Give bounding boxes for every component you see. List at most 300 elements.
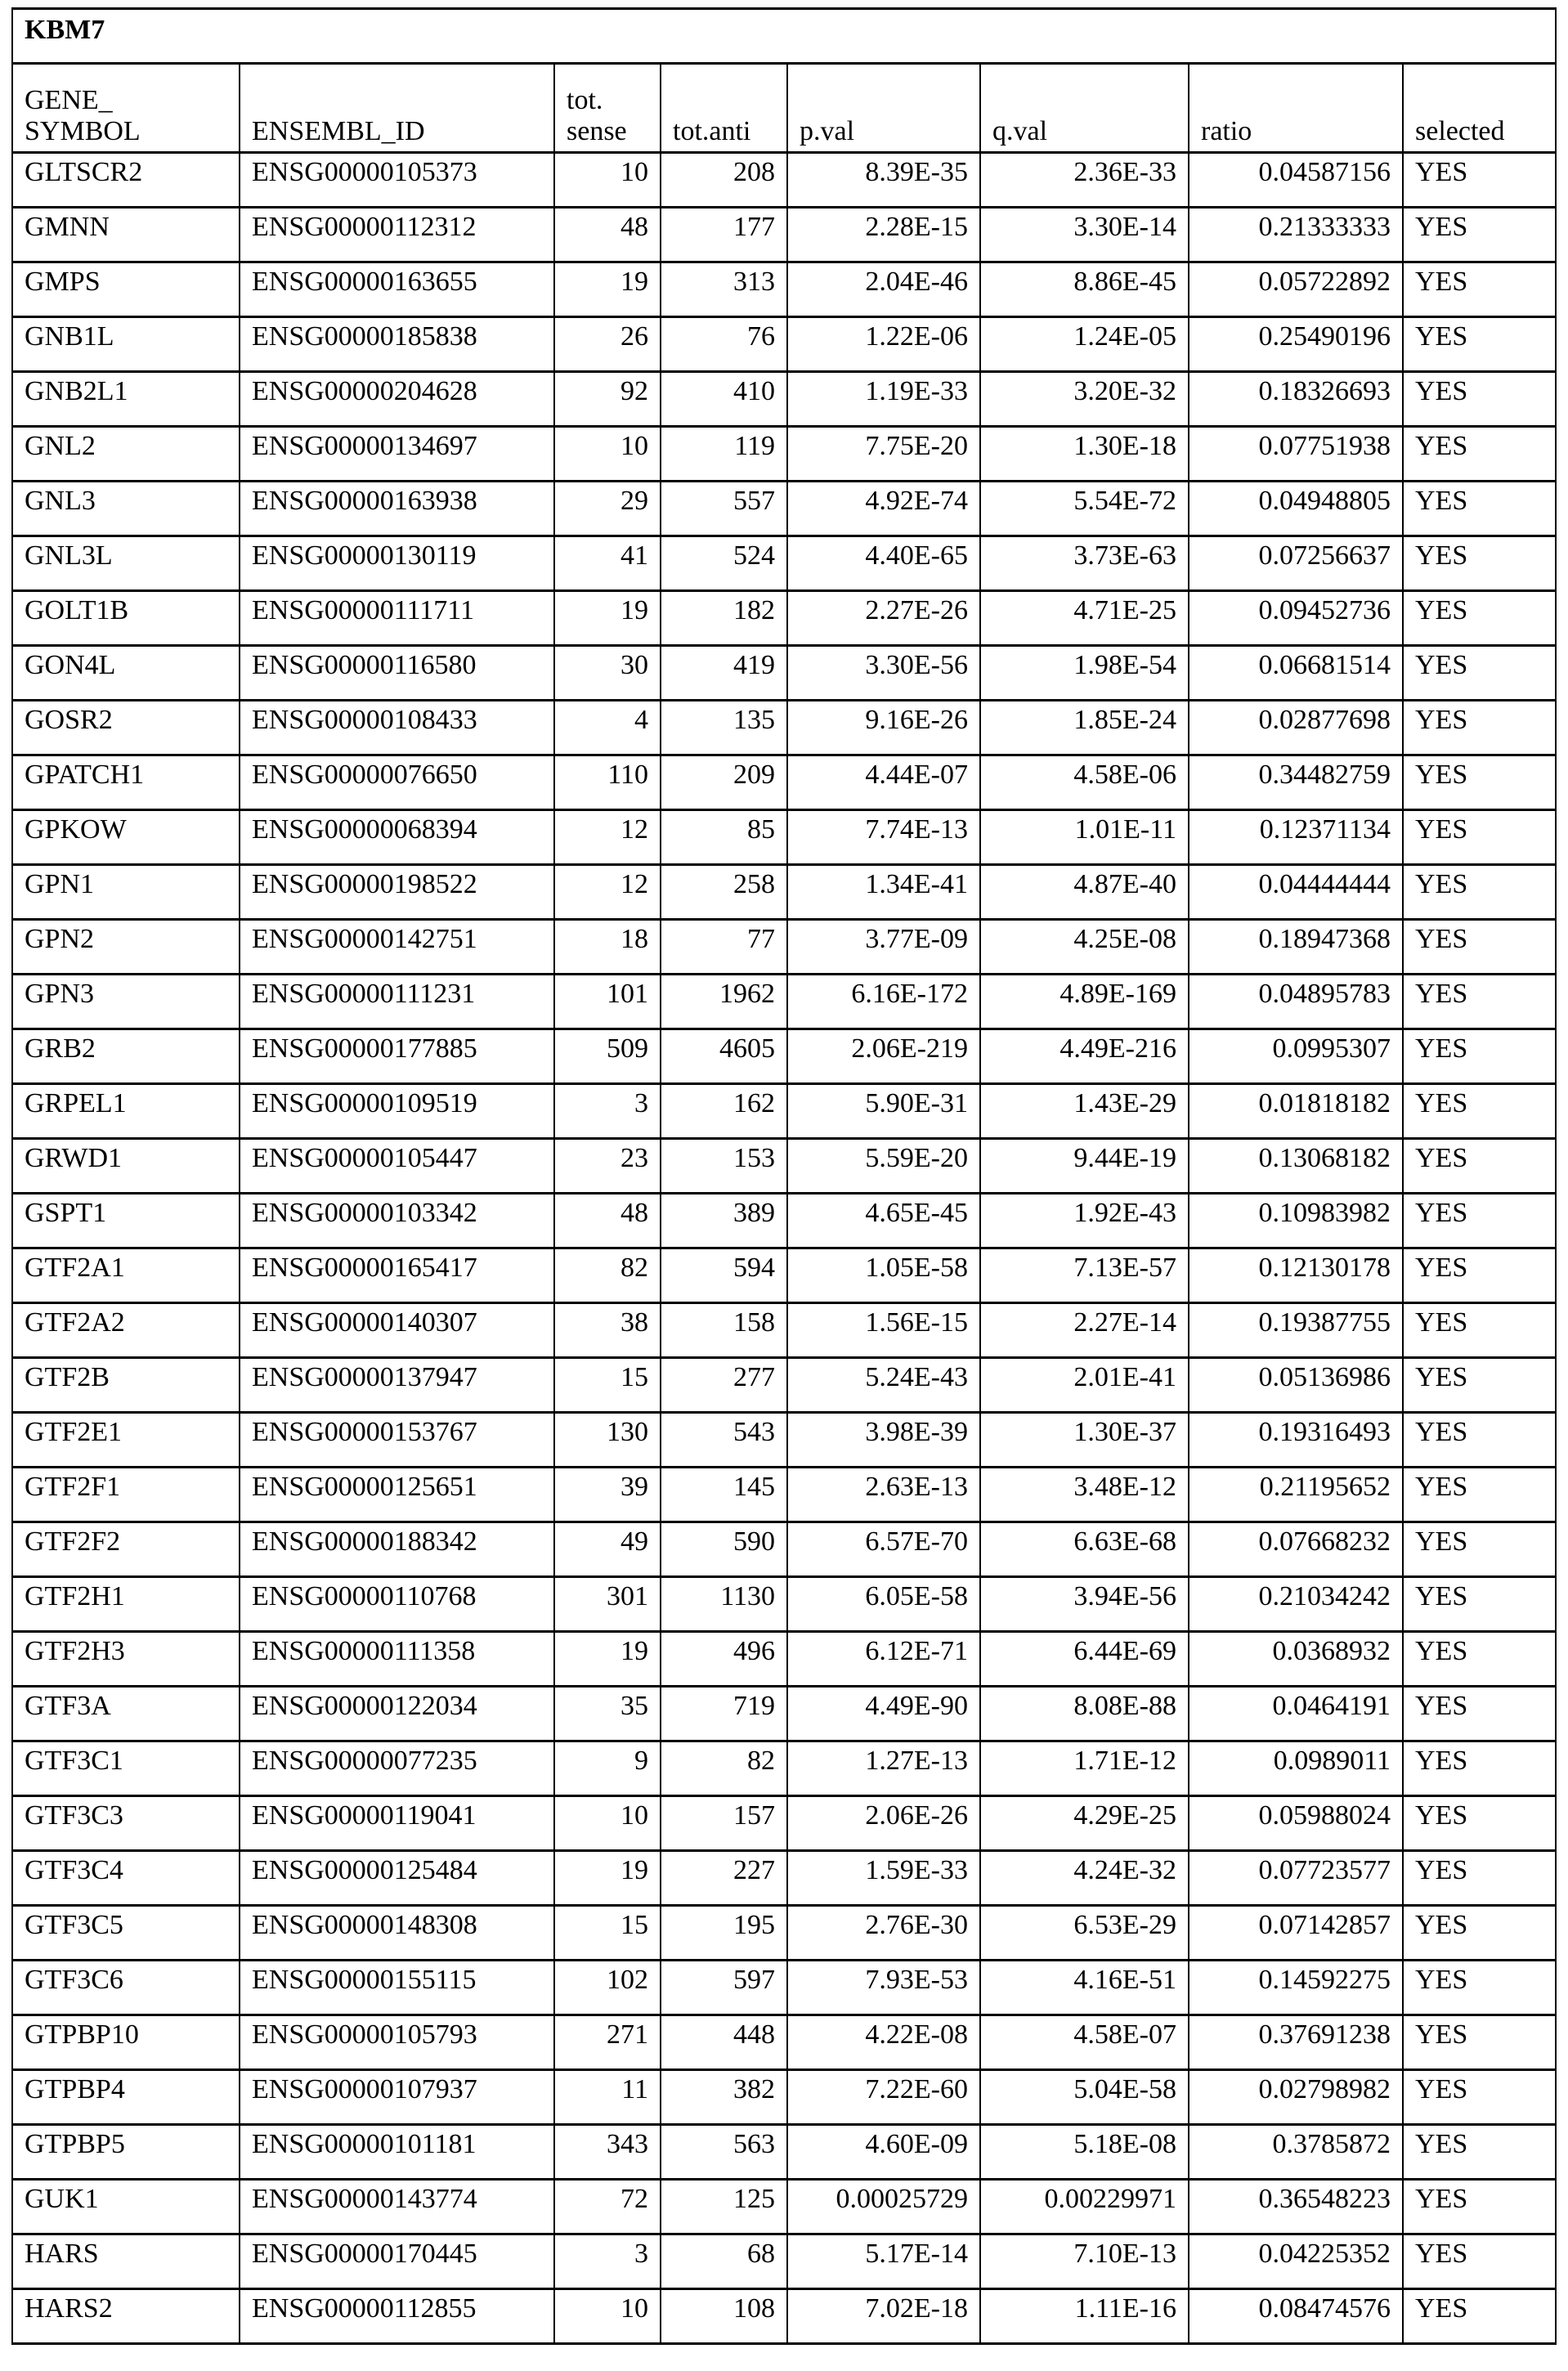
table-row (12, 536, 1556, 591)
cell-q-val: 7.13E-57 (980, 1248, 1189, 1303)
cell-selected: YES (1403, 2289, 1556, 2344)
cell-ensembl-id: ENSG00000077235 (240, 1741, 554, 1796)
table-row (12, 1468, 1556, 1522)
cell-p-val: 7.02E-18 (787, 2289, 980, 2344)
table-row (12, 1961, 1556, 2015)
cell-gene-symbol: GNB1L (12, 317, 240, 372)
cell-ensembl-id: ENSG00000122034 (240, 1687, 554, 1741)
cell-selected: YES (1403, 1687, 1556, 1741)
cell-p-val: 1.22E-06 (787, 317, 980, 372)
cell-p-val: 6.57E-70 (787, 1522, 980, 1577)
column-header-ratio: ratio (1189, 64, 1403, 153)
cell-tot-anti: 594 (661, 1248, 787, 1303)
cell-tot-anti: 313 (661, 262, 787, 317)
cell-tot-anti: 82 (661, 1741, 787, 1796)
cell-ratio: 0.07723577 (1189, 1851, 1403, 1906)
cell-ratio: 0.05988024 (1189, 1796, 1403, 1851)
cell-selected: YES (1403, 810, 1556, 865)
cell-ratio: 0.19387755 (1189, 1303, 1403, 1358)
cell-p-val: 2.63E-13 (787, 1468, 980, 1522)
cell-tot-anti: 543 (661, 1413, 787, 1468)
cell-tot-sense: 102 (554, 1961, 661, 2015)
table-row (12, 810, 1556, 865)
cell-selected: YES (1403, 1961, 1556, 2015)
cell-gene-symbol: GLTSCR2 (12, 153, 240, 208)
cell-gene-symbol: GTF3C3 (12, 1796, 240, 1851)
cell-gene-symbol: GTPBP5 (12, 2125, 240, 2180)
cell-tot-anti: 410 (661, 372, 787, 427)
cell-ensembl-id: ENSG00000204628 (240, 372, 554, 427)
table-row (12, 2125, 1556, 2180)
cell-tot-anti: 382 (661, 2070, 787, 2125)
cell-q-val: 8.08E-88 (980, 1687, 1189, 1741)
cell-tot-sense: 509 (554, 1029, 661, 1084)
cell-ratio: 0.05722892 (1189, 262, 1403, 317)
column-header-tot-sense: tot. sense (554, 64, 661, 153)
cell-selected: YES (1403, 2015, 1556, 2070)
cell-tot-sense: 92 (554, 372, 661, 427)
cell-ratio: 0.04444444 (1189, 865, 1403, 920)
column-header-p-val: p.val (787, 64, 980, 153)
column-header-gene-symbol: GENE_ SYMBOL (12, 64, 240, 153)
cell-ratio: 0.0989011 (1189, 1741, 1403, 1796)
cell-ratio: 0.36548223 (1189, 2180, 1403, 2234)
cell-ensembl-id: ENSG00000110768 (240, 1577, 554, 1632)
cell-gene-symbol: GTF2H1 (12, 1577, 240, 1632)
cell-p-val: 4.22E-08 (787, 2015, 980, 2070)
cell-selected: YES (1403, 208, 1556, 262)
cell-ensembl-id: ENSG00000155115 (240, 1961, 554, 2015)
cell-p-val: 2.76E-30 (787, 1906, 980, 1961)
cell-q-val: 5.04E-58 (980, 2070, 1189, 2125)
cell-tot-anti: 258 (661, 865, 787, 920)
cell-tot-sense: 11 (554, 2070, 661, 2125)
cell-q-val: 4.49E-216 (980, 1029, 1189, 1084)
cell-selected: YES (1403, 1413, 1556, 1468)
cell-ensembl-id: ENSG00000153767 (240, 1413, 554, 1468)
cell-q-val: 1.92E-43 (980, 1194, 1189, 1248)
table-row (12, 1029, 1556, 1084)
cell-p-val: 1.59E-33 (787, 1851, 980, 1906)
cell-ensembl-id: ENSG00000116580 (240, 646, 554, 701)
cell-p-val: 5.24E-43 (787, 1358, 980, 1413)
cell-tot-sense: 4 (554, 701, 661, 755)
cell-p-val: 4.92E-74 (787, 482, 980, 536)
cell-q-val: 9.44E-19 (980, 1139, 1189, 1194)
cell-q-val: 3.73E-63 (980, 536, 1189, 591)
cell-tot-sense: 41 (554, 536, 661, 591)
cell-ensembl-id: ENSG00000137947 (240, 1358, 554, 1413)
cell-ratio: 0.02798982 (1189, 2070, 1403, 2125)
cell-q-val: 8.86E-45 (980, 262, 1189, 317)
cell-ensembl-id: ENSG00000111231 (240, 975, 554, 1029)
cell-ensembl-id: ENSG00000163655 (240, 262, 554, 317)
cell-gene-symbol: GRB2 (12, 1029, 240, 1084)
cell-p-val: 6.16E-172 (787, 975, 980, 1029)
cell-tot-sense: 3 (554, 1084, 661, 1139)
cell-tot-sense: 29 (554, 482, 661, 536)
cell-gene-symbol: GOSR2 (12, 701, 240, 755)
cell-tot-anti: 153 (661, 1139, 787, 1194)
cell-tot-anti: 590 (661, 1522, 787, 1577)
table-row (12, 1851, 1556, 1906)
cell-ensembl-id: ENSG00000143774 (240, 2180, 554, 2234)
cell-tot-anti: 227 (661, 1851, 787, 1906)
cell-p-val: 1.27E-13 (787, 1741, 980, 1796)
cell-tot-anti: 158 (661, 1303, 787, 1358)
cell-p-val: 1.56E-15 (787, 1303, 980, 1358)
cell-selected: YES (1403, 1522, 1556, 1577)
cell-gene-symbol: GTF2F2 (12, 1522, 240, 1577)
cell-gene-symbol: GNL2 (12, 427, 240, 482)
cell-tot-anti: 209 (661, 755, 787, 810)
cell-tot-anti: 419 (661, 646, 787, 701)
cell-selected: YES (1403, 1029, 1556, 1084)
cell-gene-symbol: GNL3L (12, 536, 240, 591)
cell-tot-sense: 19 (554, 262, 661, 317)
cell-ratio: 0.07142857 (1189, 1906, 1403, 1961)
cell-q-val: 0.00229971 (980, 2180, 1189, 2234)
cell-selected: YES (1403, 153, 1556, 208)
table-row (12, 1687, 1556, 1741)
cell-ratio: 0.13068182 (1189, 1139, 1403, 1194)
cell-tot-anti: 524 (661, 536, 787, 591)
cell-ratio: 0.0464191 (1189, 1687, 1403, 1741)
table-row (12, 153, 1556, 208)
cell-ratio: 0.12371134 (1189, 810, 1403, 865)
cell-selected: YES (1403, 1577, 1556, 1632)
cell-gene-symbol: GTF2H3 (12, 1632, 240, 1687)
cell-q-val: 6.44E-69 (980, 1632, 1189, 1687)
cell-selected: YES (1403, 975, 1556, 1029)
cell-tot-sense: 101 (554, 975, 661, 1029)
cell-ratio: 0.07256637 (1189, 536, 1403, 591)
cell-ratio: 0.21333333 (1189, 208, 1403, 262)
cell-tot-anti: 1130 (661, 1577, 787, 1632)
table-row (12, 317, 1556, 372)
cell-selected: YES (1403, 2070, 1556, 2125)
cell-ratio: 0.06681514 (1189, 646, 1403, 701)
table-row (12, 482, 1556, 536)
cell-gene-symbol: GON4L (12, 646, 240, 701)
cell-ensembl-id: ENSG00000198522 (240, 865, 554, 920)
cell-p-val: 9.16E-26 (787, 701, 980, 755)
cell-tot-anti: 157 (661, 1796, 787, 1851)
cell-q-val: 4.58E-06 (980, 755, 1189, 810)
cell-gene-symbol: GUK1 (12, 2180, 240, 2234)
cell-q-val: 1.30E-18 (980, 427, 1189, 482)
cell-selected: YES (1403, 372, 1556, 427)
cell-tot-sense: 12 (554, 865, 661, 920)
cell-ensembl-id: ENSG00000134697 (240, 427, 554, 482)
cell-tot-sense: 15 (554, 1358, 661, 1413)
cell-ensembl-id: ENSG00000142751 (240, 920, 554, 975)
cell-tot-anti: 125 (661, 2180, 787, 2234)
cell-gene-symbol: GMNN (12, 208, 240, 262)
table-row (12, 1248, 1556, 1303)
cell-gene-symbol: GTPBP4 (12, 2070, 240, 2125)
cell-ensembl-id: ENSG00000101181 (240, 2125, 554, 2180)
cell-selected: YES (1403, 1358, 1556, 1413)
cell-tot-sense: 23 (554, 1139, 661, 1194)
cell-q-val: 4.89E-169 (980, 975, 1189, 1029)
cell-tot-anti: 108 (661, 2289, 787, 2344)
cell-tot-anti: 68 (661, 2234, 787, 2289)
cell-ensembl-id: ENSG00000111711 (240, 591, 554, 646)
cell-ratio: 0.08474576 (1189, 2289, 1403, 2344)
cell-ensembl-id: ENSG00000107937 (240, 2070, 554, 2125)
cell-tot-sense: 9 (554, 1741, 661, 1796)
cell-tot-sense: 19 (554, 1851, 661, 1906)
cell-ratio: 0.3785872 (1189, 2125, 1403, 2180)
cell-q-val: 2.36E-33 (980, 153, 1189, 208)
cell-q-val: 5.54E-72 (980, 482, 1189, 536)
cell-q-val: 4.58E-07 (980, 2015, 1189, 2070)
cell-q-val: 2.01E-41 (980, 1358, 1189, 1413)
cell-tot-sense: 38 (554, 1303, 661, 1358)
table-row (12, 975, 1556, 1029)
cell-ratio: 0.04587156 (1189, 153, 1403, 208)
table-row (12, 1358, 1556, 1413)
cell-q-val: 7.10E-13 (980, 2234, 1189, 2289)
cell-p-val: 6.05E-58 (787, 1577, 980, 1632)
cell-tot-sense: 130 (554, 1413, 661, 1468)
cell-ensembl-id: ENSG00000148308 (240, 1906, 554, 1961)
cell-selected: YES (1403, 2125, 1556, 2180)
table-row (12, 1577, 1556, 1632)
table-title-row (12, 9, 1556, 64)
cell-p-val: 4.65E-45 (787, 1194, 980, 1248)
cell-q-val: 4.29E-25 (980, 1796, 1189, 1851)
cell-ratio: 0.0995307 (1189, 1029, 1403, 1084)
cell-tot-anti: 563 (661, 2125, 787, 2180)
table-row (12, 1632, 1556, 1687)
cell-ensembl-id: ENSG00000103342 (240, 1194, 554, 1248)
cell-ensembl-id: ENSG00000105447 (240, 1139, 554, 1194)
cell-p-val: 7.22E-60 (787, 2070, 980, 2125)
cell-q-val: 1.43E-29 (980, 1084, 1189, 1139)
cell-gene-symbol: GTF3C5 (12, 1906, 240, 1961)
cell-tot-sense: 3 (554, 2234, 661, 2289)
cell-tot-anti: 119 (661, 427, 787, 482)
table-body (12, 153, 1556, 2344)
cell-tot-anti: 1962 (661, 975, 787, 1029)
cell-p-val: 2.28E-15 (787, 208, 980, 262)
cell-gene-symbol: GTF2A2 (12, 1303, 240, 1358)
cell-tot-anti: 389 (661, 1194, 787, 1248)
cell-tot-anti: 145 (661, 1468, 787, 1522)
cell-ensembl-id: ENSG00000111358 (240, 1632, 554, 1687)
cell-tot-anti: 195 (661, 1906, 787, 1961)
table-row (12, 1522, 1556, 1577)
cell-ensembl-id: ENSG00000177885 (240, 1029, 554, 1084)
cell-tot-sense: 82 (554, 1248, 661, 1303)
cell-selected: YES (1403, 1632, 1556, 1687)
cell-ratio: 0.07751938 (1189, 427, 1403, 482)
table-row (12, 920, 1556, 975)
cell-ratio: 0.37691238 (1189, 2015, 1403, 2070)
cell-tot-sense: 49 (554, 1522, 661, 1577)
cell-p-val: 1.34E-41 (787, 865, 980, 920)
cell-gene-symbol: GRPEL1 (12, 1084, 240, 1139)
cell-gene-symbol: GPKOW (12, 810, 240, 865)
cell-p-val: 6.12E-71 (787, 1632, 980, 1687)
cell-ratio: 0.10983982 (1189, 1194, 1403, 1248)
table-row (12, 755, 1556, 810)
cell-gene-symbol: GNL3 (12, 482, 240, 536)
cell-selected: YES (1403, 1851, 1556, 1906)
cell-selected: YES (1403, 865, 1556, 920)
cell-p-val: 7.93E-53 (787, 1961, 980, 2015)
cell-tot-anti: 77 (661, 920, 787, 975)
cell-tot-sense: 10 (554, 1796, 661, 1851)
cell-ensembl-id: ENSG00000112312 (240, 208, 554, 262)
cell-gene-symbol: GPATCH1 (12, 755, 240, 810)
cell-tot-sense: 39 (554, 1468, 661, 1522)
cell-ratio: 0.19316493 (1189, 1413, 1403, 1468)
cell-q-val: 6.63E-68 (980, 1522, 1189, 1577)
cell-ratio: 0.07668232 (1189, 1522, 1403, 1577)
cell-q-val: 1.98E-54 (980, 646, 1189, 701)
table-row (12, 2289, 1556, 2344)
cell-tot-anti: 177 (661, 208, 787, 262)
table-row (12, 1906, 1556, 1961)
table-header-row (12, 64, 1556, 153)
cell-tot-sense: 15 (554, 1906, 661, 1961)
cell-gene-symbol: GMPS (12, 262, 240, 317)
cell-gene-symbol: GTF3C1 (12, 1741, 240, 1796)
cell-ratio: 0.18326693 (1189, 372, 1403, 427)
cell-p-val: 4.40E-65 (787, 536, 980, 591)
cell-tot-sense: 30 (554, 646, 661, 701)
cell-tot-anti: 182 (661, 591, 787, 646)
cell-tot-sense: 26 (554, 317, 661, 372)
cell-ratio: 0.21034242 (1189, 1577, 1403, 1632)
table-row (12, 208, 1556, 262)
cell-selected: YES (1403, 591, 1556, 646)
cell-tot-anti: 496 (661, 1632, 787, 1687)
cell-tot-anti: 448 (661, 2015, 787, 2070)
cell-q-val: 4.87E-40 (980, 865, 1189, 920)
table-row (12, 2234, 1556, 2289)
table-row (12, 701, 1556, 755)
cell-tot-sense: 48 (554, 1194, 661, 1248)
table-row (12, 262, 1556, 317)
cell-p-val: 2.04E-46 (787, 262, 980, 317)
cell-ratio: 0.25490196 (1189, 317, 1403, 372)
cell-selected: YES (1403, 536, 1556, 591)
cell-tot-sense: 343 (554, 2125, 661, 2180)
cell-tot-sense: 72 (554, 2180, 661, 2234)
cell-selected: YES (1403, 646, 1556, 701)
cell-ensembl-id: ENSG00000170445 (240, 2234, 554, 2289)
cell-p-val: 7.75E-20 (787, 427, 980, 482)
cell-selected: YES (1403, 920, 1556, 975)
cell-selected: YES (1403, 1139, 1556, 1194)
cell-q-val: 6.53E-29 (980, 1906, 1189, 1961)
table-row (12, 1139, 1556, 1194)
table-row (12, 2180, 1556, 2234)
cell-selected: YES (1403, 2234, 1556, 2289)
cell-gene-symbol: GPN2 (12, 920, 240, 975)
cell-gene-symbol: GNB2L1 (12, 372, 240, 427)
cell-q-val: 2.27E-14 (980, 1303, 1189, 1358)
cell-q-val: 4.71E-25 (980, 591, 1189, 646)
cell-ensembl-id: ENSG00000140307 (240, 1303, 554, 1358)
cell-p-val: 0.00025729 (787, 2180, 980, 2234)
cell-q-val: 3.48E-12 (980, 1468, 1189, 1522)
cell-q-val: 1.24E-05 (980, 317, 1189, 372)
cell-ensembl-id: ENSG00000119041 (240, 1796, 554, 1851)
cell-ensembl-id: ENSG00000076650 (240, 755, 554, 810)
cell-ratio: 0.21195652 (1189, 1468, 1403, 1522)
cell-tot-sense: 19 (554, 591, 661, 646)
cell-selected: YES (1403, 2180, 1556, 2234)
cell-tot-sense: 10 (554, 153, 661, 208)
cell-tot-sense: 301 (554, 1577, 661, 1632)
cell-gene-symbol: GRWD1 (12, 1139, 240, 1194)
cell-ensembl-id: ENSG00000125484 (240, 1851, 554, 1906)
cell-ratio: 0.09452736 (1189, 591, 1403, 646)
cell-q-val: 4.24E-32 (980, 1851, 1189, 1906)
cell-gene-symbol: HARS (12, 2234, 240, 2289)
cell-tot-sense: 10 (554, 427, 661, 482)
cell-q-val: 3.30E-14 (980, 208, 1189, 262)
cell-tot-sense: 10 (554, 2289, 661, 2344)
cell-tot-sense: 35 (554, 1687, 661, 1741)
cell-ensembl-id: ENSG00000112855 (240, 2289, 554, 2344)
cell-ratio: 0.05136986 (1189, 1358, 1403, 1413)
cell-gene-symbol: GTF2F1 (12, 1468, 240, 1522)
cell-selected: YES (1403, 1194, 1556, 1248)
cell-p-val: 3.30E-56 (787, 646, 980, 701)
column-header-tot-anti: tot.anti (661, 64, 787, 153)
table-row (12, 865, 1556, 920)
cell-p-val: 5.59E-20 (787, 1139, 980, 1194)
cell-p-val: 4.44E-07 (787, 755, 980, 810)
cell-tot-anti: 597 (661, 1961, 787, 2015)
cell-selected: YES (1403, 701, 1556, 755)
cell-gene-symbol: GTF3C6 (12, 1961, 240, 2015)
cell-gene-symbol: GSPT1 (12, 1194, 240, 1248)
cell-selected: YES (1403, 1796, 1556, 1851)
cell-tot-anti: 4605 (661, 1029, 787, 1084)
cell-selected: YES (1403, 1084, 1556, 1139)
cell-gene-symbol: GTF3C4 (12, 1851, 240, 1906)
kbm7-table (11, 7, 1557, 2345)
table-row (12, 1413, 1556, 1468)
cell-gene-symbol: GTF2E1 (12, 1413, 240, 1468)
cell-ratio: 0.04225352 (1189, 2234, 1403, 2289)
cell-selected: YES (1403, 1906, 1556, 1961)
cell-selected: YES (1403, 1248, 1556, 1303)
cell-ratio: 0.0368932 (1189, 1632, 1403, 1687)
cell-tot-anti: 135 (661, 701, 787, 755)
cell-selected: YES (1403, 317, 1556, 372)
table-row (12, 2070, 1556, 2125)
cell-q-val: 4.16E-51 (980, 1961, 1189, 2015)
cell-gene-symbol: GTF3A (12, 1687, 240, 1741)
cell-ensembl-id: ENSG00000165417 (240, 1248, 554, 1303)
cell-tot-sense: 110 (554, 755, 661, 810)
cell-ensembl-id: ENSG00000125651 (240, 1468, 554, 1522)
cell-q-val: 1.85E-24 (980, 701, 1189, 755)
cell-ratio: 0.12130178 (1189, 1248, 1403, 1303)
cell-gene-symbol: GPN3 (12, 975, 240, 1029)
table-row (12, 1084, 1556, 1139)
cell-p-val: 5.17E-14 (787, 2234, 980, 2289)
cell-tot-anti: 76 (661, 317, 787, 372)
